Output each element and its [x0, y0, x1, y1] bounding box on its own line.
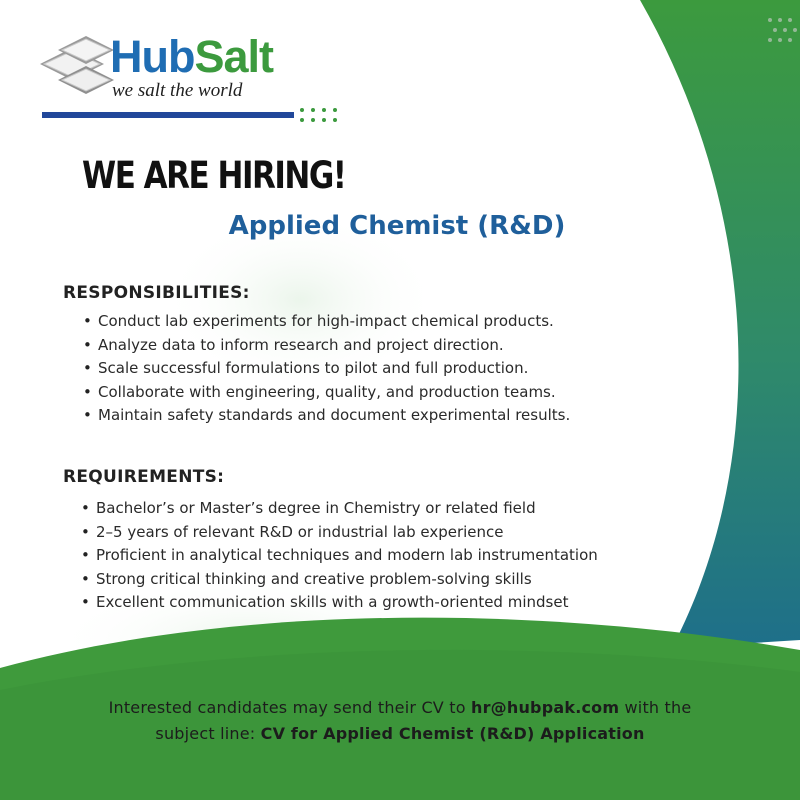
list-item: • Maintain safety standards and document experimental results. — [83, 404, 570, 428]
hubsalt-logo-mark — [40, 36, 114, 94]
list-item: • 2–5 years of relevant R&D or industrial lab experience — [81, 521, 598, 545]
list-item: • Bachelor’s or Master’s degree in Chemistry or related field — [81, 497, 598, 521]
list-item: • Excellent communication skills with a growth-oriented mindset — [81, 591, 598, 615]
list-item: • Conduct lab experiments for high-impact chemical products. — [83, 310, 570, 334]
list-item: • Strong critical thinking and creative problem-solving skills — [81, 568, 598, 592]
list-item: • Collaborate with engineering, quality, and production teams. — [83, 381, 570, 405]
brand-wordmark — [110, 31, 274, 82]
contact-email[interactable]: hr@hubpak.com — [471, 698, 620, 717]
requirements-list — [81, 497, 598, 615]
instructions-line-2: subject line: CV for Applied Chemist (R&D) Application — [155, 724, 645, 743]
requirements-heading: REQUIREMENTS: — [63, 467, 225, 487]
right-swoosh-arc — [640, 0, 800, 648]
logo-underline-bar — [42, 112, 294, 118]
brand-name-salt: Salt — [194, 31, 274, 82]
responsibilities-list — [83, 310, 570, 428]
hiring-headline: WE ARE HIRING! — [82, 154, 346, 198]
application-instructions — [0, 695, 800, 747]
list-item: • Scale successful formulations to pilot and full production. — [83, 357, 570, 381]
email-subject-line: CV for Applied Chemist (R&D) Application — [260, 724, 645, 743]
list-item: • Analyze data to inform research and project direction. — [83, 334, 570, 358]
job-title: Applied Chemist (R&D) — [228, 211, 566, 241]
brand-name-hub: Hub — [110, 31, 195, 82]
list-item: • Proficient in analytical techniques and modern lab instrumentation — [81, 544, 598, 568]
brand-tagline: we salt the world — [112, 80, 243, 101]
responsibilities-heading: RESPONSIBILITIES: — [63, 283, 250, 303]
instructions-line-1: Interested candidates may send their CV to hr@hubpak.com with the — [108, 698, 692, 717]
logo-dots — [300, 108, 340, 124]
